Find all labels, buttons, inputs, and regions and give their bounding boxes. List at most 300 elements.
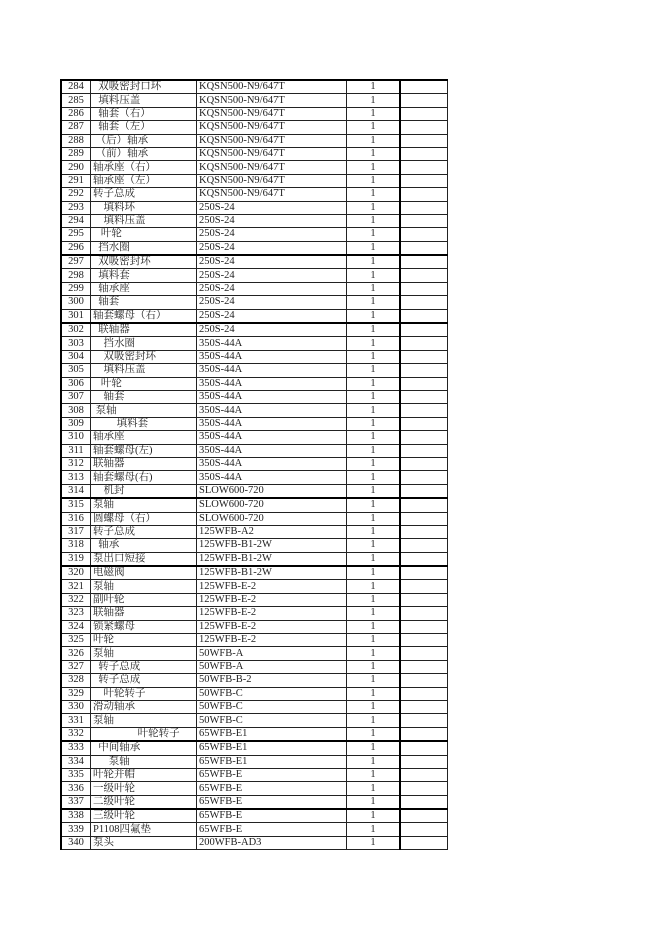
row-number-cell: 322	[61, 593, 91, 606]
row-number-cell: 307	[61, 390, 91, 403]
row-number-cell: 299	[61, 282, 91, 295]
row-number-cell: 288	[61, 134, 91, 147]
row-number-cell: 320	[61, 566, 91, 580]
part-name-cell: 双吸密封环	[91, 255, 197, 269]
part-name-cell: 轴承座	[91, 282, 197, 295]
table-row	[61, 364, 448, 377]
part-name-cell: 轴套	[91, 296, 197, 309]
table-row	[61, 647, 448, 660]
table-row	[61, 444, 448, 457]
model-number-cell: SLOW600-720	[197, 484, 347, 498]
blank-cell	[400, 269, 448, 282]
model-number-cell: KQSN500-N9/647T	[197, 80, 347, 94]
row-number-cell: 295	[61, 228, 91, 241]
blank-cell	[400, 337, 448, 350]
table-row	[61, 741, 448, 755]
blank-cell	[400, 782, 448, 795]
table-row	[61, 539, 448, 552]
blank-cell	[400, 94, 448, 107]
part-name-cell: 叶轮并帽	[91, 768, 197, 781]
quantity-cell: 1	[347, 782, 401, 795]
blank-cell	[400, 390, 448, 403]
table-row	[61, 296, 448, 309]
quantity-cell: 1	[347, 255, 401, 269]
part-name-cell: 轴套（左）	[91, 121, 197, 134]
row-number-cell: 294	[61, 214, 91, 227]
blank-cell	[400, 444, 448, 457]
model-number-cell: 350S-44A	[197, 431, 347, 444]
row-number-cell: 316	[61, 512, 91, 525]
model-number-cell: SLOW600-720	[197, 498, 347, 512]
blank-cell	[400, 350, 448, 363]
table-row	[61, 214, 448, 227]
table-row	[61, 228, 448, 241]
quantity-cell: 1	[347, 580, 401, 593]
table-row	[61, 607, 448, 620]
blank-cell	[400, 687, 448, 700]
table-row	[61, 255, 448, 269]
model-number-cell: 250S-24	[197, 214, 347, 227]
model-number-cell: 350S-44A	[197, 444, 347, 457]
model-number-cell: 125WFB-E-2	[197, 607, 347, 620]
quantity-cell: 1	[347, 134, 401, 147]
part-name-cell: 泵轴	[91, 580, 197, 593]
row-number-cell: 293	[61, 201, 91, 214]
table-row	[61, 525, 448, 538]
quantity-cell: 1	[347, 660, 401, 673]
part-name-cell: 机封	[91, 484, 197, 498]
model-number-cell: SLOW600-720	[197, 512, 347, 525]
table-row	[61, 377, 448, 390]
part-name-cell: 轴套	[91, 390, 197, 403]
row-number-cell: 289	[61, 147, 91, 160]
row-number-cell: 331	[61, 714, 91, 727]
table-row	[61, 593, 448, 606]
model-number-cell: 250S-24	[197, 323, 347, 337]
row-number-cell: 324	[61, 620, 91, 633]
quantity-cell: 1	[347, 161, 401, 174]
quantity-cell: 1	[347, 809, 401, 823]
quantity-cell: 1	[347, 147, 401, 160]
table-row	[61, 660, 448, 673]
table-row	[61, 727, 448, 741]
quantity-cell: 1	[347, 309, 401, 323]
part-name-cell: 双吸密封环	[91, 350, 197, 363]
part-name-cell: 联轴器	[91, 607, 197, 620]
table-row	[61, 755, 448, 768]
table-row	[61, 94, 448, 107]
table-row	[61, 768, 448, 781]
part-name-cell: 填料套	[91, 269, 197, 282]
part-name-cell: 轴承	[91, 539, 197, 552]
quantity-cell: 1	[347, 188, 401, 201]
part-name-cell: 泵出口短接	[91, 552, 197, 566]
quantity-cell: 1	[347, 457, 401, 470]
quantity-cell: 1	[347, 296, 401, 309]
quantity-cell: 1	[347, 634, 401, 647]
model-number-cell: 125WFB-E-2	[197, 593, 347, 606]
quantity-cell: 1	[347, 404, 401, 417]
table-row	[61, 634, 448, 647]
row-number-cell: 340	[61, 836, 91, 849]
quantity-cell: 1	[347, 444, 401, 457]
quantity-cell: 1	[347, 417, 401, 430]
quantity-cell: 1	[347, 214, 401, 227]
table-row	[61, 823, 448, 836]
blank-cell	[400, 552, 448, 566]
model-number-cell: KQSN500-N9/647T	[197, 161, 347, 174]
blank-cell	[400, 714, 448, 727]
row-number-cell: 338	[61, 809, 91, 823]
table-row	[61, 714, 448, 727]
quantity-cell: 1	[347, 512, 401, 525]
part-name-cell: 电磁阀	[91, 566, 197, 580]
model-number-cell: 125WFB-E-2	[197, 634, 347, 647]
model-number-cell: 65WFB-E	[197, 823, 347, 836]
quantity-cell: 1	[347, 741, 401, 755]
table-row	[61, 484, 448, 498]
table-row	[61, 323, 448, 337]
quantity-cell: 1	[347, 431, 401, 444]
quantity-cell: 1	[347, 674, 401, 687]
row-number-cell: 296	[61, 241, 91, 255]
model-number-cell: 125WFB-A2	[197, 525, 347, 538]
part-name-cell: 填料环	[91, 201, 197, 214]
part-name-cell: 挡水圈	[91, 241, 197, 255]
blank-cell	[400, 121, 448, 134]
blank-cell	[400, 647, 448, 660]
row-number-cell: 336	[61, 782, 91, 795]
row-number-cell: 304	[61, 350, 91, 363]
model-number-cell: KQSN500-N9/647T	[197, 188, 347, 201]
table-row	[61, 404, 448, 417]
quantity-cell: 1	[347, 107, 401, 120]
row-number-cell: 313	[61, 471, 91, 484]
blank-cell	[400, 188, 448, 201]
quantity-cell: 1	[347, 700, 401, 713]
part-name-cell: 锁紧螺母	[91, 620, 197, 633]
blank-cell	[400, 471, 448, 484]
row-number-cell: 284	[61, 80, 91, 94]
quantity-cell: 1	[347, 498, 401, 512]
part-name-cell: 填料压盖	[91, 364, 197, 377]
part-name-cell: 泵轴	[91, 404, 197, 417]
blank-cell	[400, 809, 448, 823]
blank-cell	[400, 593, 448, 606]
model-number-cell: 125WFB-B1-2W	[197, 539, 347, 552]
quantity-cell: 1	[347, 350, 401, 363]
table-row	[61, 121, 448, 134]
quantity-cell: 1	[347, 687, 401, 700]
blank-cell	[400, 580, 448, 593]
table-row	[61, 566, 448, 580]
part-name-cell: 轴承座（右）	[91, 161, 197, 174]
part-name-cell: 转子总成	[91, 674, 197, 687]
row-number-cell: 287	[61, 121, 91, 134]
blank-cell	[400, 727, 448, 741]
part-name-cell: 叶轮	[91, 377, 197, 390]
quantity-cell: 1	[347, 471, 401, 484]
model-number-cell: 50WFB-A	[197, 647, 347, 660]
part-name-cell: 一级叶轮	[91, 782, 197, 795]
model-number-cell: 65WFB-E	[197, 795, 347, 809]
table-row	[61, 147, 448, 160]
model-number-cell: 65WFB-E1	[197, 741, 347, 755]
row-number-cell: 312	[61, 457, 91, 470]
table-row	[61, 161, 448, 174]
row-number-cell: 300	[61, 296, 91, 309]
quantity-cell: 1	[347, 201, 401, 214]
quantity-cell: 1	[347, 80, 401, 94]
table-row	[61, 552, 448, 566]
blank-cell	[400, 823, 448, 836]
table-row	[61, 174, 448, 187]
model-number-cell: 250S-24	[197, 241, 347, 255]
part-name-cell: 泵轴	[91, 498, 197, 512]
quantity-cell: 1	[347, 647, 401, 660]
model-number-cell: 250S-24	[197, 309, 347, 323]
model-number-cell: 50WFB-C	[197, 687, 347, 700]
parts-table-body	[61, 80, 448, 850]
quantity-cell: 1	[347, 241, 401, 255]
part-name-cell: 联轴器	[91, 457, 197, 470]
blank-cell	[400, 228, 448, 241]
quantity-cell: 1	[347, 552, 401, 566]
table-row	[61, 390, 448, 403]
table-row	[61, 107, 448, 120]
part-name-cell: 轴套螺母(左)	[91, 444, 197, 457]
table-row	[61, 201, 448, 214]
blank-cell	[400, 174, 448, 187]
model-number-cell: 125WFB-E-2	[197, 580, 347, 593]
table-row	[61, 241, 448, 255]
model-number-cell: 125WFB-B1-2W	[197, 552, 347, 566]
model-number-cell: 350S-44A	[197, 417, 347, 430]
part-name-cell: 副叶轮	[91, 593, 197, 606]
row-number-cell: 311	[61, 444, 91, 457]
blank-cell	[400, 607, 448, 620]
part-name-cell: 叶轮转子	[91, 687, 197, 700]
blank-cell	[400, 741, 448, 755]
quantity-cell: 1	[347, 377, 401, 390]
part-name-cell: 轴套（右）	[91, 107, 197, 120]
row-number-cell: 291	[61, 174, 91, 187]
part-name-cell: 中间轴承	[91, 741, 197, 755]
model-number-cell: KQSN500-N9/647T	[197, 94, 347, 107]
part-name-cell: 叶轮转子	[91, 727, 197, 741]
row-number-cell: 339	[61, 823, 91, 836]
blank-cell	[400, 282, 448, 295]
row-number-cell: 326	[61, 647, 91, 660]
table-row	[61, 782, 448, 795]
blank-cell	[400, 134, 448, 147]
part-name-cell: 转子总成	[91, 188, 197, 201]
table-row	[61, 498, 448, 512]
table-row	[61, 337, 448, 350]
model-number-cell: KQSN500-N9/647T	[197, 147, 347, 160]
blank-cell	[400, 795, 448, 809]
table-row	[61, 134, 448, 147]
model-number-cell: 65WFB-E1	[197, 755, 347, 768]
model-number-cell: KQSN500-N9/647T	[197, 121, 347, 134]
table-row	[61, 700, 448, 713]
part-name-cell: 叶轮	[91, 634, 197, 647]
blank-cell	[400, 296, 448, 309]
part-name-cell: 挡水圈	[91, 337, 197, 350]
quantity-cell: 1	[347, 269, 401, 282]
table-row	[61, 309, 448, 323]
blank-cell	[400, 309, 448, 323]
table-row	[61, 674, 448, 687]
part-name-cell: 泵轴	[91, 755, 197, 768]
model-number-cell: 350S-44A	[197, 337, 347, 350]
quantity-cell: 1	[347, 768, 401, 781]
blank-cell	[400, 431, 448, 444]
part-name-cell: 填料套	[91, 417, 197, 430]
quantity-cell: 1	[347, 607, 401, 620]
model-number-cell: 250S-24	[197, 282, 347, 295]
table-row	[61, 188, 448, 201]
part-name-cell: 联轴器	[91, 323, 197, 337]
blank-cell	[400, 457, 448, 470]
model-number-cell: KQSN500-N9/647T	[197, 134, 347, 147]
quantity-cell: 1	[347, 390, 401, 403]
quantity-cell: 1	[347, 539, 401, 552]
row-number-cell: 286	[61, 107, 91, 120]
model-number-cell: 200WFB-AD3	[197, 836, 347, 849]
row-number-cell: 333	[61, 741, 91, 755]
model-number-cell: 250S-24	[197, 269, 347, 282]
part-name-cell: 叶轮	[91, 228, 197, 241]
blank-cell	[400, 147, 448, 160]
quantity-cell: 1	[347, 620, 401, 633]
blank-cell	[400, 255, 448, 269]
blank-cell	[400, 107, 448, 120]
part-name-cell: 轴承座	[91, 431, 197, 444]
blank-cell	[400, 498, 448, 512]
row-number-cell: 335	[61, 768, 91, 781]
row-number-cell: 301	[61, 309, 91, 323]
model-number-cell: 65WFB-E	[197, 809, 347, 823]
row-number-cell: 318	[61, 539, 91, 552]
model-number-cell: KQSN500-N9/647T	[197, 174, 347, 187]
table-row	[61, 836, 448, 849]
part-name-cell: 填料压盖	[91, 214, 197, 227]
table-row	[61, 80, 448, 94]
model-number-cell: 250S-24	[197, 228, 347, 241]
row-number-cell: 310	[61, 431, 91, 444]
model-number-cell: 65WFB-E1	[197, 727, 347, 741]
table-row	[61, 417, 448, 430]
model-number-cell: 125WFB-B1-2W	[197, 566, 347, 580]
part-name-cell: 轴承座（左）	[91, 174, 197, 187]
part-name-cell: 泵轴	[91, 714, 197, 727]
part-name-cell: P1108四氟垫	[91, 823, 197, 836]
blank-cell	[400, 539, 448, 552]
row-number-cell: 328	[61, 674, 91, 687]
blank-cell	[400, 768, 448, 781]
table-row	[61, 471, 448, 484]
row-number-cell: 305	[61, 364, 91, 377]
quantity-cell: 1	[347, 823, 401, 836]
row-number-cell: 308	[61, 404, 91, 417]
model-number-cell: 65WFB-E	[197, 768, 347, 781]
blank-cell	[400, 404, 448, 417]
row-number-cell: 332	[61, 727, 91, 741]
quantity-cell: 1	[347, 714, 401, 727]
quantity-cell: 1	[347, 174, 401, 187]
row-number-cell: 330	[61, 700, 91, 713]
table-row	[61, 620, 448, 633]
model-number-cell: 250S-24	[197, 201, 347, 214]
part-name-cell: 轴套螺母（右）	[91, 309, 197, 323]
quantity-cell: 1	[347, 593, 401, 606]
model-number-cell: 50WFB-A	[197, 660, 347, 673]
parts-table	[60, 79, 448, 850]
row-number-cell: 325	[61, 634, 91, 647]
blank-cell	[400, 566, 448, 580]
table-row	[61, 512, 448, 525]
part-name-cell: 泵轴	[91, 647, 197, 660]
quantity-cell: 1	[347, 282, 401, 295]
part-name-cell: （前）轴承	[91, 147, 197, 160]
row-number-cell: 321	[61, 580, 91, 593]
blank-cell	[400, 836, 448, 849]
table-row	[61, 580, 448, 593]
quantity-cell: 1	[347, 121, 401, 134]
blank-cell	[400, 417, 448, 430]
model-number-cell: 350S-44A	[197, 390, 347, 403]
table-row	[61, 269, 448, 282]
table-row	[61, 282, 448, 295]
blank-cell	[400, 755, 448, 768]
quantity-cell: 1	[347, 836, 401, 849]
row-number-cell: 323	[61, 607, 91, 620]
part-name-cell: 填料压盖	[91, 94, 197, 107]
row-number-cell: 285	[61, 94, 91, 107]
quantity-cell: 1	[347, 566, 401, 580]
row-number-cell: 314	[61, 484, 91, 498]
blank-cell	[400, 634, 448, 647]
part-name-cell: （后）轴承	[91, 134, 197, 147]
table-row	[61, 457, 448, 470]
row-number-cell: 306	[61, 377, 91, 390]
part-name-cell: 双吸密封口环	[91, 80, 197, 94]
blank-cell	[400, 241, 448, 255]
quantity-cell: 1	[347, 795, 401, 809]
model-number-cell: KQSN500-N9/647T	[197, 107, 347, 120]
quantity-cell: 1	[347, 525, 401, 538]
model-number-cell: 50WFB-B-2	[197, 674, 347, 687]
row-number-cell: 329	[61, 687, 91, 700]
table-row	[61, 431, 448, 444]
quantity-cell: 1	[347, 94, 401, 107]
part-name-cell: 转子总成	[91, 660, 197, 673]
quantity-cell: 1	[347, 337, 401, 350]
model-number-cell: 350S-44A	[197, 457, 347, 470]
quantity-cell: 1	[347, 727, 401, 741]
table-row	[61, 687, 448, 700]
row-number-cell: 317	[61, 525, 91, 538]
row-number-cell: 315	[61, 498, 91, 512]
model-number-cell: 50WFB-C	[197, 700, 347, 713]
row-number-cell: 292	[61, 188, 91, 201]
blank-cell	[400, 161, 448, 174]
quantity-cell: 1	[347, 484, 401, 498]
part-name-cell: 圆螺母（右）	[91, 512, 197, 525]
part-name-cell: 轴套螺母(右)	[91, 471, 197, 484]
table-row	[61, 809, 448, 823]
